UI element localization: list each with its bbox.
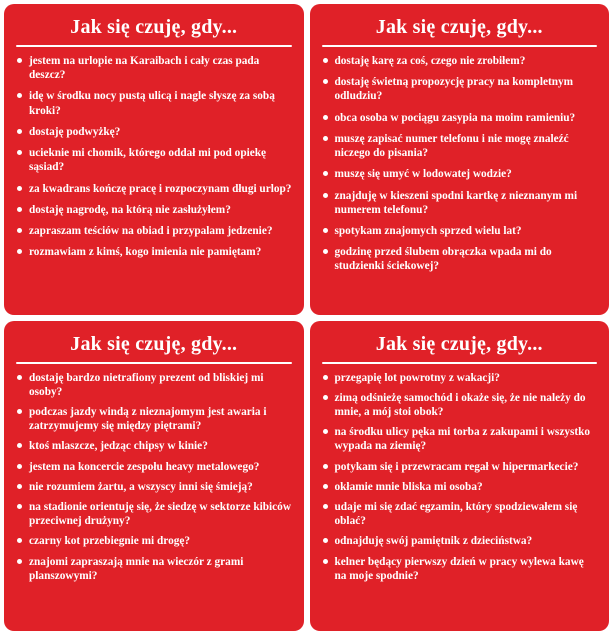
list-item [16,203,292,217]
list-item [16,460,292,474]
question-card-4 [310,321,610,632]
list-item-text: rozmawiam z kimś, kogo imienia nie pamiętam? [29,246,262,259]
list-item [322,167,598,181]
list-item-text: potykam się i przewracam regał w hipermarkecie? [334,460,579,473]
list-item [16,89,292,117]
title-divider [322,362,598,364]
bullet-icon [323,484,328,489]
list-item [16,405,292,433]
list-item [16,54,292,82]
bullet-icon [323,249,328,254]
question-card-3 [4,321,304,632]
list-item [16,439,292,453]
list-item [322,480,598,494]
bullet-icon [17,58,22,63]
list-item [322,534,598,548]
list-item-text: znajomi zapraszają mnie na wieczór z grami planszowymi? [29,555,244,582]
bullet-icon [17,249,22,254]
bullet-icon [323,559,328,564]
bullet-icon [17,504,22,509]
list-item-text: jestem na koncercie zespołu heavy metalowego? [29,460,260,473]
list-item-text: spotykam znajomych sprzed wielu lat? [334,224,522,237]
bullet-icon [323,538,328,543]
list-item-text: muszę zapisać numer telefonu i nie mogę znaleźć niczego do pisania? [334,132,569,160]
list-item [322,371,598,385]
question-list [322,54,598,274]
question-list [16,54,292,259]
list-item [322,132,598,160]
list-item [322,555,598,583]
list-item-text: idę w środku nocy pustą ulicą i nagle słyszę za sobą kroki? [29,90,275,117]
question-card-1 [4,4,304,315]
list-item [16,182,292,196]
list-item [16,224,292,238]
list-item [16,146,292,174]
question-list [322,371,598,584]
bullet-icon [323,375,328,380]
title-divider [16,45,292,47]
bullet-icon [17,464,22,469]
bullet-icon [17,186,22,191]
title-divider [16,362,292,364]
bullet-icon [17,484,22,489]
list-item [322,245,598,273]
list-item [322,425,598,453]
bullet-icon [323,193,328,198]
bullet-icon [17,409,22,414]
bullet-icon [17,443,22,448]
list-item-text: dostaję nagrodę, na którą nie zasłużyłem? [29,203,231,216]
list-item-text: obca osoba w pociągu zasypia na moim ramieniu? [334,111,576,124]
list-item-text: ktoś mlaszcze, jedząc chipsy w kinie? [29,440,208,453]
list-item-text: na stadionie orientuję się, że siedzę w sektorze kibiców przeciwnej drużyny? [29,501,291,528]
list-item-text: udaje mi się zdać egzamin, który spodziewałem się oblać? [334,501,578,528]
bullet-icon [323,429,328,434]
list-item-text: okłamie mnie bliska mi osoba? [334,480,483,493]
list-item [16,500,292,528]
card-title: Jak się czuję, gdy... [70,16,238,38]
list-item-text: kelner będący pierwszy dzień w pracy wylewa kawę na moje spodnie? [334,555,584,582]
bullet-icon [323,136,328,141]
list-item-text: dostaję świetną propozycję pracy na kompletnym odludziu? [334,76,574,103]
bullet-icon [17,559,22,564]
list-item [322,460,598,474]
bullet-icon [17,538,22,543]
list-item-text: czarny kot przebiegnie mi drogę? [29,535,191,548]
list-item [16,371,292,399]
list-item-text: za kwadrans kończę pracę i rozpoczynam długi urlop? [29,182,292,195]
bullet-icon [323,464,328,469]
bullet-icon [323,58,328,63]
list-item-text: znajduję w kieszeni spodni kartkę z nieznanym mi numerem telefonu? [334,189,578,216]
list-item-text: podczas jazdy windą z nieznajomym jest awaria i zatrzymujemy się między piętrami? [29,405,267,433]
list-item-text: zimą odśnieżę samochód i okaże się, że nie należy do mnie, a mój stoi obok? [334,391,586,418]
bullet-icon [17,150,22,155]
bullet-icon [323,228,328,233]
card-title: Jak się czuję, gdy... [70,332,238,355]
list-item [322,54,598,68]
list-item [322,391,598,419]
bullet-icon [17,375,22,380]
list-item [322,75,598,103]
list-item-text: jestem na urlopie na Karaibach i cały czas pada deszcz? [29,55,260,82]
list-item-text: zapraszam teściów na obiad i przypalam jedzenie? [29,224,273,237]
bullet-icon [17,129,22,134]
list-item-text: odnajduję swój pamiętnik z dzieciństwa? [334,535,533,548]
question-list [16,371,292,584]
list-item [16,480,292,494]
title-divider [322,45,598,47]
bullet-icon [323,79,328,84]
bullet-icon [323,115,328,120]
bullet-icon [17,93,22,98]
list-item-text: na środku ulicy pęka mi torba z zakupami i wszystko wypada na ziemię? [334,426,591,453]
list-item-text: dostaję karę za coś, czego nie zrobiłem? [334,55,526,67]
card-title: Jak się czuję, gdy... [375,16,543,38]
list-item-text: godzinę przed ślubem obrączka wpada mi do studzienki ściekowej? [334,246,552,273]
list-item-text: nie rozumiem żartu, a wszyscy inni się śmieją? [29,480,253,493]
list-item [322,111,598,125]
list-item-text: ucieknie mi chomik, którego oddał mi pod opiekę sąsiad? [29,147,267,174]
list-item-text: przegapię lot powrotny z wakacji? [334,371,500,384]
bullet-icon [17,207,22,212]
list-item [16,555,292,583]
bullet-icon [17,228,22,233]
bullet-icon [323,504,328,509]
question-card-2 [310,4,610,315]
list-item [16,125,292,139]
list-item [16,534,292,548]
list-item [322,224,598,238]
bullet-icon [323,171,328,176]
list-item-text: dostaję bardzo nietrafiony prezent od bliskiej mi osoby? [29,371,264,398]
list-item [16,245,292,259]
list-item-text: muszę się umyć w lodowatej wodzie? [334,168,512,181]
list-item-text: dostaję podwyżkę? [29,125,121,138]
list-item [322,189,598,217]
card-title: Jak się czuję, gdy... [375,332,543,355]
bullet-icon [323,395,328,400]
list-item [322,500,598,528]
